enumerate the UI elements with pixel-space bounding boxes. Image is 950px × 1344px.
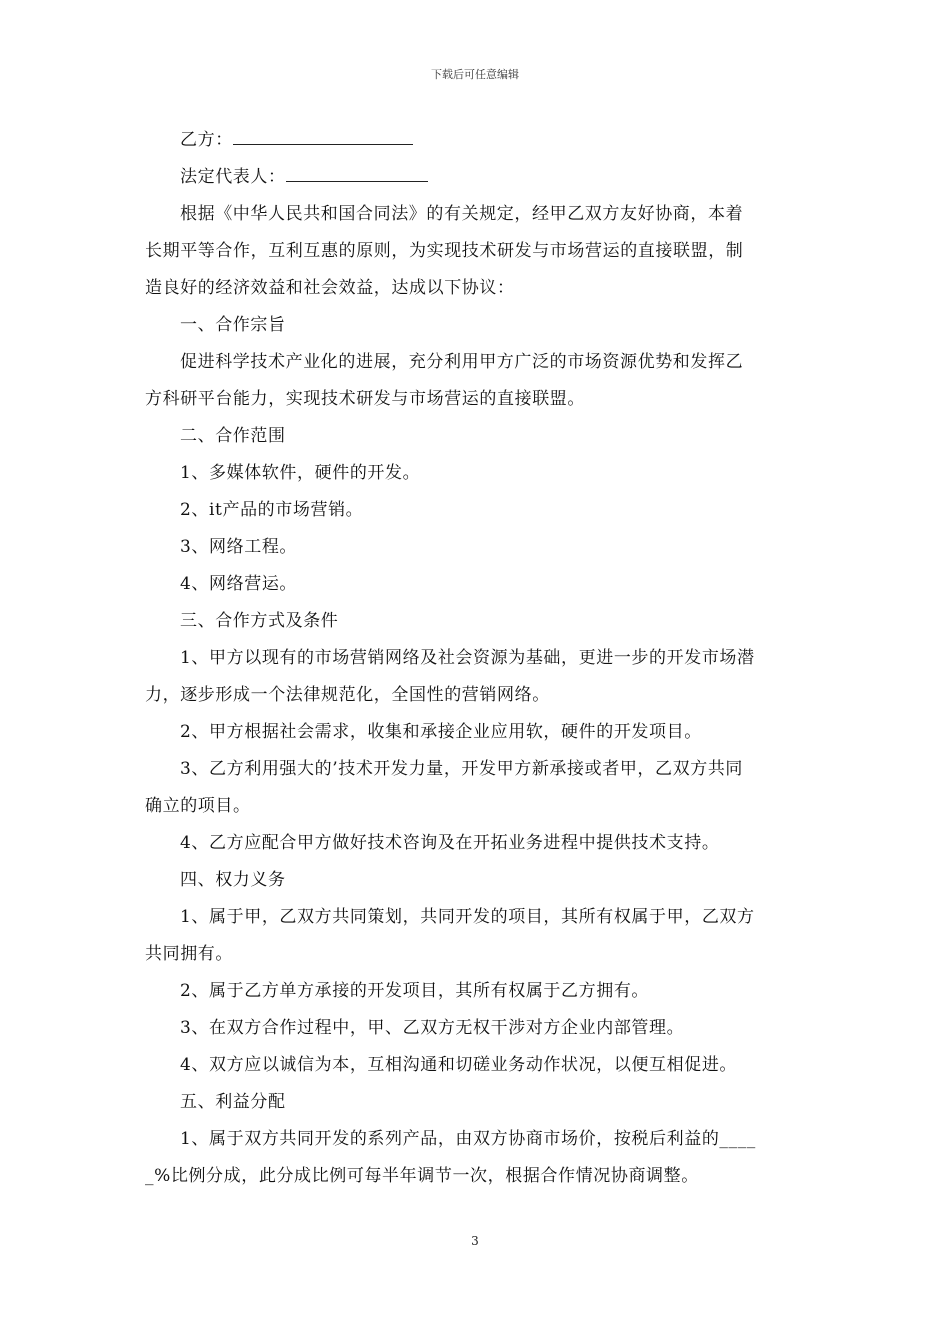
line-text: 1、多媒体软件，硬件的开发。: [180, 463, 421, 483]
paragraph-line: [145, 418, 807, 455]
fill-in-blank: [286, 180, 428, 182]
paragraph-line: [145, 825, 807, 862]
line-text: 1、属于甲，乙双方共同策划，共同开发的项目，其所有权属于甲，乙双方: [180, 907, 755, 927]
paragraph-line: [145, 899, 807, 936]
paragraph-line: [145, 566, 807, 603]
line-text: 3、在双方合作过程中，甲、乙双方无权干涉对方企业内部管理。: [180, 1018, 685, 1038]
line-text: 共同拥有。: [145, 944, 233, 964]
line-text: 4、乙方应配合甲方做好技术咨询及在开拓业务进程中提供技术支持。: [180, 833, 720, 853]
paragraph-line: [145, 159, 807, 196]
paragraph-line: [145, 862, 807, 899]
line-text: 造良好的经济效益和社会效益，达成以下协议：: [145, 278, 515, 298]
line-text: 五、利益分配: [180, 1092, 286, 1112]
line-text: 2、属于乙方单方承接的开发项目，其所有权属于乙方拥有。: [180, 981, 650, 1001]
paragraph-line: [145, 973, 807, 1010]
line-text: 根据《中华人民共和国合同法》的有关规定，经甲乙双方友好协商，本着: [180, 204, 744, 224]
paragraph-line: [145, 677, 807, 714]
paragraph-line: [145, 381, 807, 418]
line-text: 3、网络工程。: [180, 537, 298, 557]
paragraph-line: [145, 603, 807, 640]
line-text: 四、权力义务: [180, 870, 286, 890]
line-text: 力，逐步形成一个法律规范化，全国性的营销网络。: [145, 685, 550, 705]
line-text: 2、甲方根据社会需求，收集和承接企业应用软，硬件的开发项目。: [180, 722, 702, 742]
line-text: 确立的项目。: [145, 796, 251, 816]
paragraph-line: [145, 936, 807, 973]
page-header: 下载后可任意编辑: [431, 68, 519, 81]
paragraph-line: [145, 122, 807, 159]
page-number: 3: [471, 1234, 479, 1248]
line-text: _%比例分成，此分成比例可每半年调节一次，根据合作情况协商调整。: [145, 1166, 699, 1186]
paragraph-line: [145, 751, 807, 788]
line-text: 方科研平台能力，实现技术研发与市场营运的直接联盟。: [145, 389, 585, 409]
line-text: 一、合作宗旨: [180, 315, 286, 335]
line-text: 法定代表人：: [180, 167, 286, 187]
paragraph-line: [145, 344, 807, 381]
paragraph-line: [145, 640, 807, 677]
paragraph-line: [145, 455, 807, 492]
document-body: [145, 122, 807, 1195]
paragraph-line: [145, 529, 807, 566]
line-text: 1、甲方以现有的市场营销网络及社会资源为基础，更进一步的开发市场潜: [180, 648, 755, 668]
paragraph-line: [145, 270, 807, 307]
paragraph-line: [145, 714, 807, 751]
paragraph-line: [145, 1084, 807, 1121]
line-text: 3、乙方利用强大的’技术开发力量，开发甲方新承接或者甲，乙双方共同: [180, 759, 744, 779]
line-text: 1、属于双方共同开发的系列产品，由双方协商市场价，按税后利益的____: [180, 1129, 756, 1149]
paragraph-line: [145, 307, 807, 344]
paragraph-line: [145, 788, 807, 825]
paragraph-line: [145, 1010, 807, 1047]
paragraph-line: [145, 233, 807, 270]
fill-in-blank: [233, 143, 413, 145]
line-text: 三、合作方式及条件: [180, 611, 339, 631]
line-text: 乙方：: [180, 130, 233, 150]
paragraph-line: [145, 492, 807, 529]
paragraph-line: [145, 1158, 807, 1195]
line-text: 2、it产品的市场营销。: [180, 500, 364, 520]
line-text: 二、合作范围: [180, 426, 286, 446]
paragraph-line: [145, 196, 807, 233]
paragraph-line: [145, 1121, 807, 1158]
paragraph-line: [145, 1047, 807, 1084]
line-text: 4、网络营运。: [180, 574, 298, 594]
line-text: 促进科学技术产业化的进展，充分利用甲方广泛的市场资源优势和发挥乙: [180, 352, 744, 372]
line-text: 4、双方应以诚信为本，互相沟通和切磋业务动作状况，以便互相促进。: [180, 1055, 738, 1075]
line-text: 长期平等合作，互利互惠的原则，为实现技术研发与市场营运的直接联盟，制: [145, 241, 744, 261]
